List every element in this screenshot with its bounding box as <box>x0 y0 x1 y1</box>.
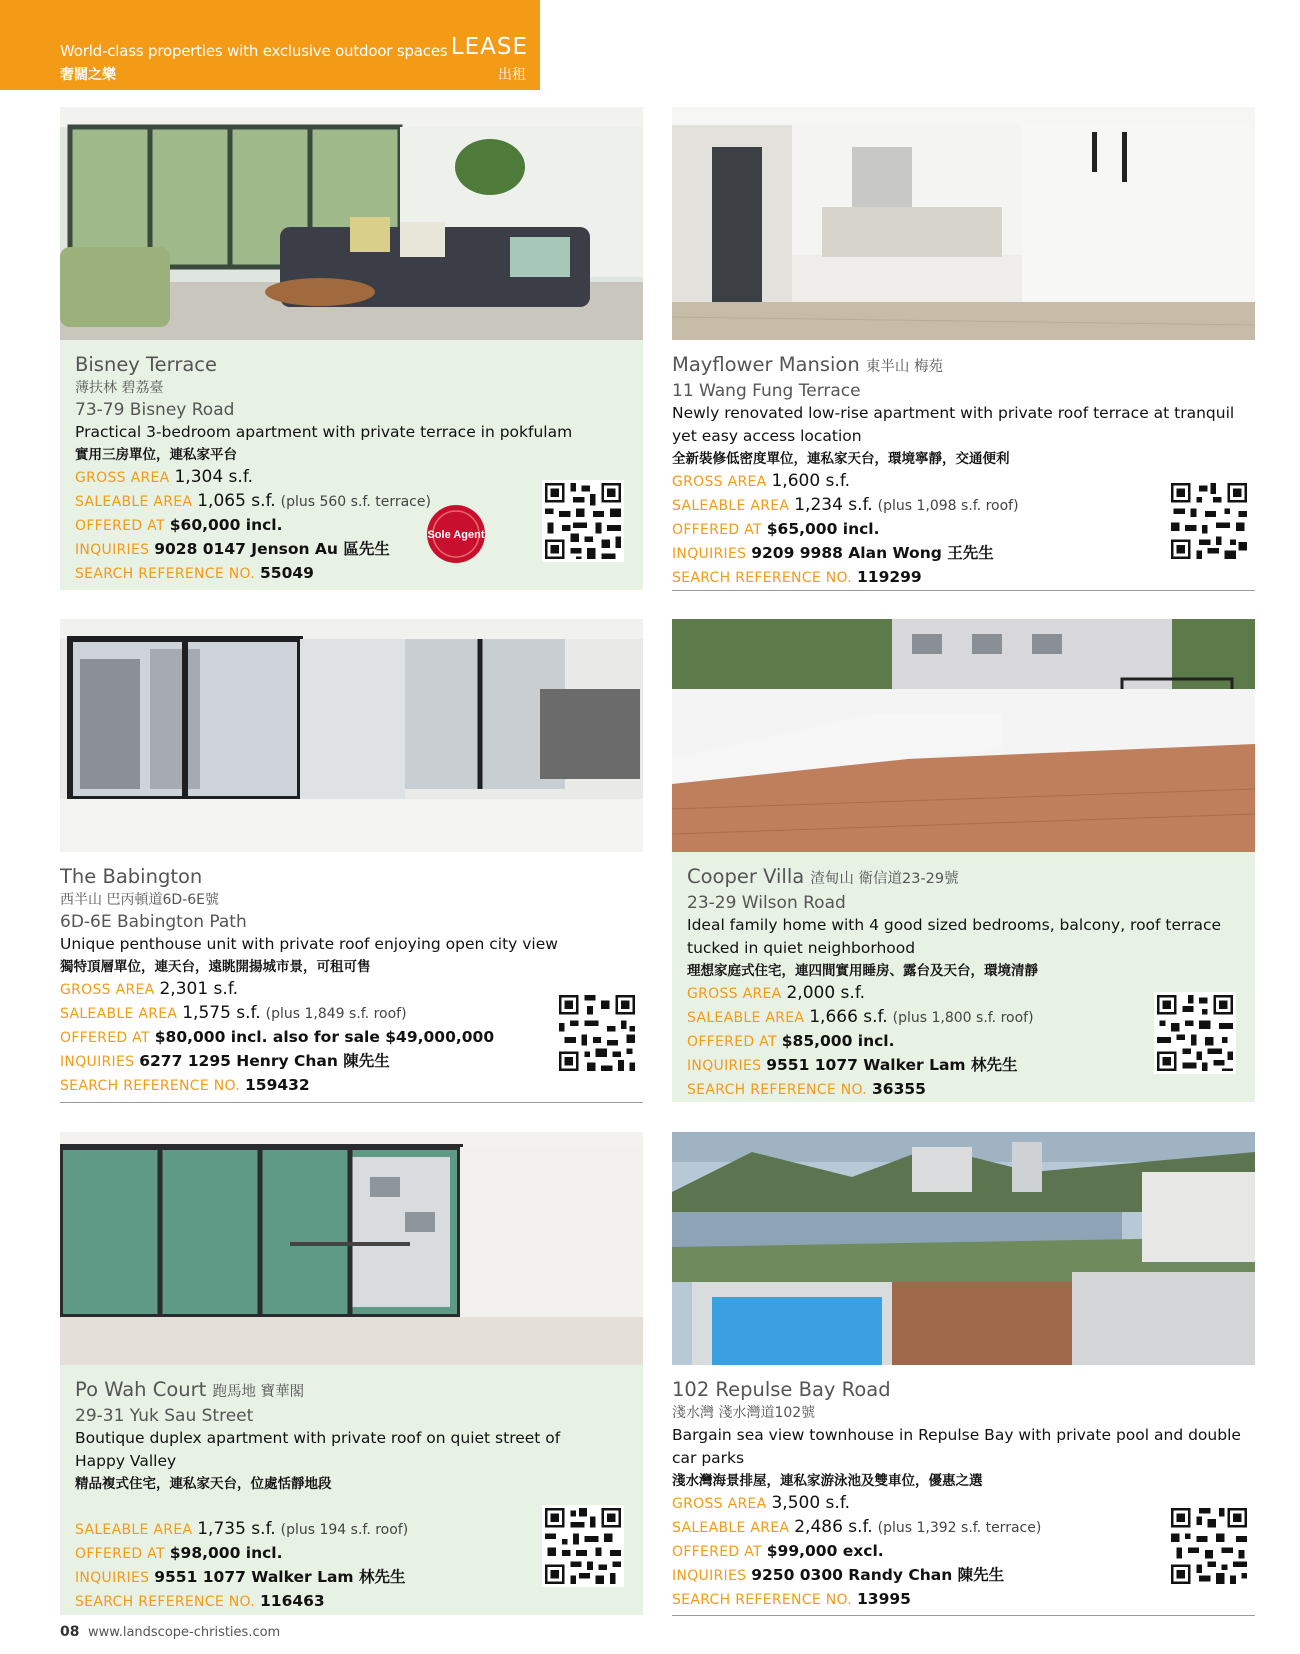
saleable-area-label: SALEABLE AREA <box>687 1010 805 1026</box>
listing-details <box>672 340 1255 591</box>
listing-photo-roof-terrace[interactable] <box>672 619 1255 852</box>
listing-description-zh: 理想家庭式住宅，連四間實用睡房、露台及天台，環境清靜 <box>687 963 1038 979</box>
qr-code-icon[interactable] <box>556 992 638 1074</box>
gross-area-label: GROSS AREA <box>60 982 155 998</box>
saleable-area-label: SALEABLE AREA <box>672 1520 790 1536</box>
qr-code-icon[interactable] <box>1154 992 1236 1074</box>
qr-code-icon[interactable] <box>542 1505 624 1587</box>
listing-name[interactable]: The Babington <box>60 865 203 888</box>
listing-details <box>672 852 1255 1102</box>
offered-value: $80,000 incl. also for sale $49,000,000 <box>154 1028 495 1046</box>
inquiries-value[interactable]: 9028 0147 Jenson Au 區先生 <box>154 540 390 558</box>
listing-name[interactable]: Cooper Villa <box>687 865 805 888</box>
listing-name[interactable]: 102 Repulse Bay Road <box>672 1378 891 1401</box>
saleable-area-extra: (plus 1,098 s.f. roof) <box>877 498 1019 514</box>
inquiries-value[interactable]: 9551 1077 Walker Lam 林先生 <box>154 1568 406 1586</box>
tagline-zh: 奢闊之樂 <box>60 67 116 83</box>
listing-details <box>60 340 643 590</box>
section-title-zh: 出租 <box>498 67 526 83</box>
listing-name-zh: 跑馬地 寶華閣 <box>212 1384 305 1400</box>
inquiries-label: INQUIRIES <box>687 1058 762 1074</box>
search-ref-label: SEARCH REFERENCE NO. <box>75 566 256 582</box>
inquiries-value[interactable]: 9551 1077 Walker Lam 林先生 <box>766 1056 1018 1074</box>
listing-details <box>60 1365 643 1615</box>
listing-district-zh: 薄扶林 碧荔臺 <box>75 380 164 396</box>
gross-area-label: GROSS AREA <box>672 1496 767 1512</box>
listing-details <box>60 852 643 1103</box>
offered-value: $99,000 excl. <box>766 1542 884 1560</box>
listing-address: 29-31 Yuk Sau Street <box>75 1406 254 1426</box>
listing-description: Newly renovated low-rise apartment with private roof terrace at tranquil yet easy access location <box>672 404 1235 445</box>
search-ref-value: 116463 <box>260 1592 325 1610</box>
listing-district-zh: 西半山 巴丙頓道6D-6E號 <box>60 892 219 908</box>
saleable-area-value: 1,575 s.f. <box>182 1003 261 1023</box>
search-ref-value: 119299 <box>857 568 922 586</box>
listing-address: 11 Wang Fung Terrace <box>672 381 861 401</box>
listing-photo-living-room[interactable] <box>60 107 643 340</box>
gross-area-value: 1,600 s.f. <box>771 471 850 491</box>
search-ref-label: SEARCH REFERENCE NO. <box>60 1078 241 1094</box>
search-ref-value: 159432 <box>245 1076 310 1094</box>
search-ref-value: 13995 <box>857 1590 911 1608</box>
saleable-area-value: 2,486 s.f. <box>794 1517 873 1537</box>
listing-district-zh: 淺水灣 淺水灣道102號 <box>672 1405 816 1421</box>
offered-label: OFFERED AT <box>75 1546 165 1562</box>
header-banner <box>0 0 540 90</box>
offered-label: OFFERED AT <box>60 1030 150 1046</box>
listing-name-zh: 東半山 梅苑 <box>865 359 943 375</box>
inquiries-label: INQUIRIES <box>672 1568 747 1584</box>
listing-name[interactable]: Bisney Terrace <box>75 353 218 376</box>
inquiries-value[interactable]: 9250 0300 Randy Chan 陳先生 <box>751 1566 1005 1584</box>
saleable-area-value: 1,735 s.f. <box>197 1519 276 1539</box>
gross-area-value: 2,000 s.f. <box>786 983 865 1003</box>
saleable-area-label: SALEABLE AREA <box>60 1006 178 1022</box>
qr-code-icon[interactable] <box>542 480 624 562</box>
inquiries-label: INQUIRIES <box>672 546 747 562</box>
qr-code-icon[interactable] <box>1168 480 1250 562</box>
offered-value: $65,000 incl. <box>766 520 880 538</box>
saleable-area-label: SALEABLE AREA <box>672 498 790 514</box>
saleable-area-value: 1,065 s.f. <box>197 491 276 511</box>
listing-address: 6D-6E Babington Path <box>60 912 247 932</box>
saleable-area-label: SALEABLE AREA <box>75 494 193 510</box>
gross-area-value: 2,301 s.f. <box>159 979 238 999</box>
listing-description-zh: 精品複式住宅，連私家天台，位處恬靜地段 <box>75 1476 332 1492</box>
gross-area-label: GROSS AREA <box>672 474 767 490</box>
website-link[interactable]: www.landscope-christies.com <box>88 1625 281 1640</box>
listing-description: Bargain sea view townhouse in Repulse Bay with private pool and double car parks <box>672 1426 1241 1467</box>
gross-area-label: GROSS AREA <box>75 470 170 486</box>
listing-description: Practical 3-bedroom apartment with private terrace in pokfulam <box>75 423 573 441</box>
listing-address: 73-79 Bisney Road <box>75 400 235 420</box>
listing-address: 23-29 Wilson Road <box>687 893 846 913</box>
offered-label: OFFERED AT <box>672 1544 762 1560</box>
listing-name[interactable]: Mayflower Mansion <box>672 353 860 376</box>
search-ref-label: SEARCH REFERENCE NO. <box>672 1592 853 1608</box>
tagline: World-class properties with exclusive outdoor spaces <box>60 42 448 60</box>
listing-description-zh: 淺水灣海景排屋，連私家游泳池及雙車位，優惠之選 <box>672 1473 983 1489</box>
listing-description: Boutique duplex apartment with private roof on quiet street of Happy Valley <box>75 1429 561 1470</box>
saleable-area-value: 1,234 s.f. <box>794 495 873 515</box>
inquiries-value[interactable]: 9209 9988 Alan Wong 王先生 <box>751 544 994 562</box>
offered-value: $60,000 incl. <box>169 516 283 534</box>
sole-agent-seal <box>425 503 487 565</box>
offered-value: $85,000 incl. <box>781 1032 895 1050</box>
listing-photo-pool-sea-view[interactable] <box>672 1132 1255 1365</box>
offered-label: OFFERED AT <box>672 522 762 538</box>
listing-description: Ideal family home with 4 good sized bedrooms, balcony, roof terrace tucked in quiet neighborhood <box>687 916 1222 957</box>
listing-name[interactable]: Po Wah Court <box>75 1378 207 1401</box>
seal-text: Sole Agent <box>427 529 485 541</box>
search-ref-value: 36355 <box>872 1080 926 1098</box>
gross-area-label: GROSS AREA <box>687 986 782 1002</box>
search-ref-value: 55049 <box>260 564 314 582</box>
saleable-area-extra: (plus 1,392 s.f. terrace) <box>877 1520 1042 1536</box>
listing-name-zh: 渣甸山 衛信道23-29號 <box>810 871 959 887</box>
listing-details <box>672 1365 1255 1616</box>
saleable-area-extra: (plus 560 s.f. terrace) <box>280 494 431 510</box>
search-ref-label: SEARCH REFERENCE NO. <box>672 570 853 586</box>
saleable-area-extra: (plus 1,849 s.f. roof) <box>265 1006 407 1022</box>
saleable-area-extra: (plus 194 s.f. roof) <box>280 1522 409 1538</box>
saleable-area-label: SALEABLE AREA <box>75 1522 193 1538</box>
listing-description-zh: 全新裝修低密度單位，連私家天台，環境寧靜，交通便利 <box>672 451 1010 467</box>
qr-code-icon[interactable] <box>1168 1505 1250 1587</box>
inquiries-label: INQUIRIES <box>75 1570 150 1586</box>
listing-description-zh: 實用三房單位，連私家平台 <box>75 447 237 463</box>
search-ref-label: SEARCH REFERENCE NO. <box>75 1594 256 1610</box>
listing-description: Unique penthouse unit with private roof enjoying open city view <box>60 935 558 953</box>
offered-label: OFFERED AT <box>687 1034 777 1050</box>
listing-description-zh: 獨特頂層單位，連天台，遠眺開揚城市景，可租可售 <box>60 959 371 975</box>
search-ref-label: SEARCH REFERENCE NO. <box>687 1082 868 1098</box>
listing-photo-living-room[interactable] <box>60 619 643 852</box>
saleable-area-extra: (plus 1,800 s.f. roof) <box>892 1010 1034 1026</box>
listing-photo-kitchen[interactable] <box>672 107 1255 340</box>
gross-area-value: 1,304 s.f. <box>174 467 253 487</box>
offered-value: $98,000 incl. <box>169 1544 283 1562</box>
page-number: 08 <box>60 1624 80 1640</box>
inquiries-label: INQUIRIES <box>60 1054 135 1070</box>
listing-photo-living-room[interactable] <box>60 1132 643 1365</box>
gross-area-value: 3,500 s.f. <box>771 1493 850 1513</box>
section-title: LEASE <box>450 34 528 60</box>
saleable-area-value: 1,666 s.f. <box>809 1007 888 1027</box>
offered-label: OFFERED AT <box>75 518 165 534</box>
inquiries-value[interactable]: 6277 1295 Henry Chan 陳先生 <box>139 1052 390 1070</box>
inquiries-label: INQUIRIES <box>75 542 150 558</box>
